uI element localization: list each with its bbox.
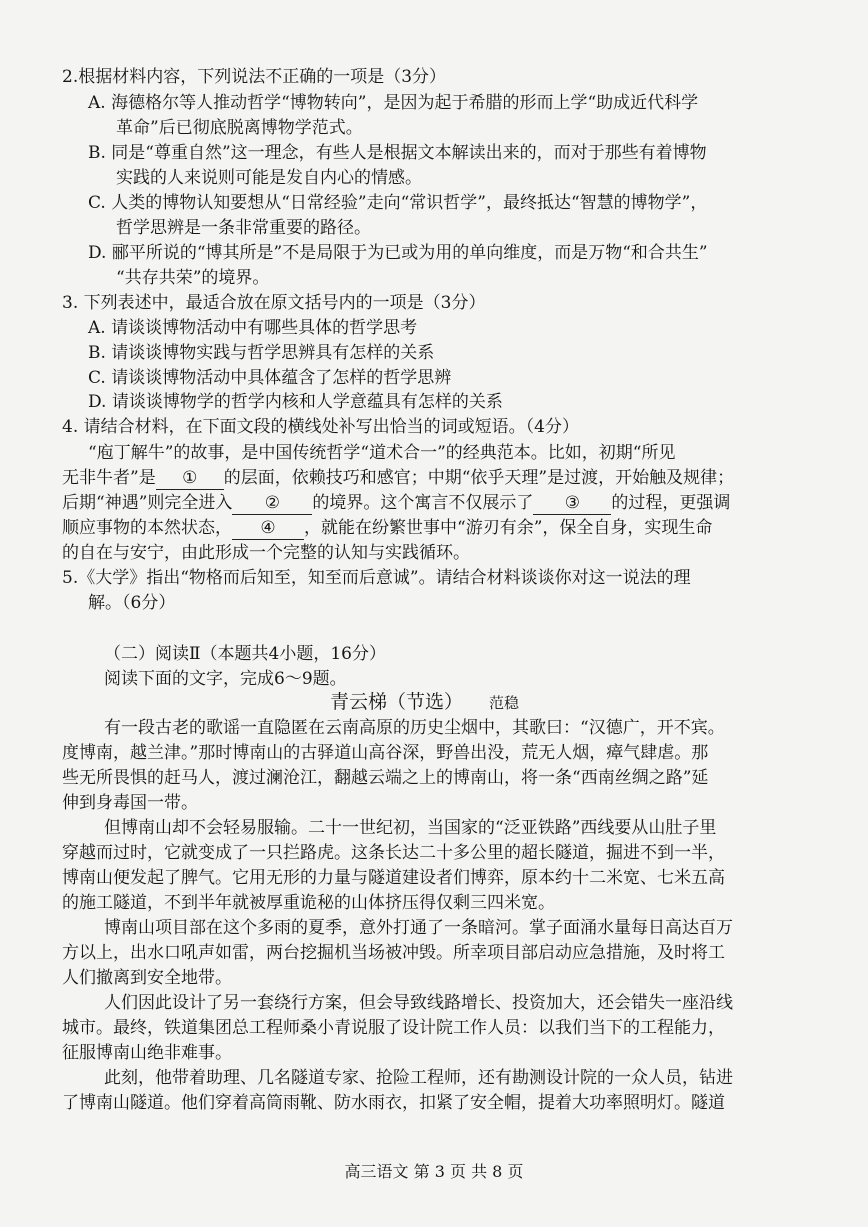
q4-stem: 4. 请结合材料，在下面文段的横线处补写出恰当的词或短语。（4分）	[62, 417, 579, 437]
q3-option-a: A. 请谈谈博物活动中有哪些具体的哲学思考	[88, 318, 418, 338]
article-line: 人们撤离到安全地带。	[62, 968, 232, 988]
article-line: 但博南山却不会轻易服输。二十一世纪初，当国家的“泛亚铁路”西线要从山肚子里	[104, 818, 717, 838]
fill-blank-1[interactable]: ①	[156, 467, 224, 490]
section-instruction: 阅读下面的文字，完成6～9题。	[104, 669, 347, 689]
q2-option-c-cont: 哲学思辨是一条非常重要的路径。	[116, 218, 371, 238]
article-line: 穿越而过时，它就变成了一只拦路虎。这条长达二十多公里的超长隧道，掘进不到一半，	[62, 843, 725, 863]
article-line: 此刻，他带着助理、几名隧道专家、抢险工程师，还有勘测设计院的一众人员，钻进	[104, 1068, 733, 1088]
q2-option-d: D. 郦平所说的“博其所是”不是局限于为已或为用的单向维度，而是万物“和合共生”	[88, 243, 708, 263]
q4-passage-line	[62, 517, 712, 540]
q3-stem: 3. 下列表述中，最适合放在原文括号内的一项是（3分）	[62, 293, 486, 313]
article-line: 博南山项目部在这个多雨的夏季，意外打通了一条暗河。掌子面涌水量每日高达百万	[104, 918, 733, 938]
section-heading: （二）阅读Ⅱ（本题共4小题，16分）	[104, 644, 387, 664]
q4-passage-line: “庖丁解牛”的故事，是中国传统哲学“道术合一”的经典范本。比如，初期“所见	[88, 443, 676, 463]
fill-blank-2[interactable]: ②	[232, 492, 312, 515]
article-line: 了博南山隧道。他们穿着高筒雨靴、防水雨衣，扣紧了安全帽，提着大功率照明灯。隧道	[62, 1093, 725, 1113]
page-footer: 高三语文 第 3 页 共 8 页	[344, 1162, 524, 1181]
article-line: 征服博南山绝非难事。	[62, 1043, 232, 1063]
q2-option-c: C. 人类的博物认知要想从“日常经验”走向“常识哲学”，最终抵达“智慧的博物学”，	[88, 193, 708, 213]
q2-stem: 2.根据材料内容，下列说法不正确的一项是（3分）	[62, 67, 447, 87]
fill-blank-3[interactable]: ③	[533, 492, 611, 515]
q4-passage-line: 的自在与安宁，由此形成一个完整的认知与实践循环。	[62, 543, 470, 563]
q4-text: 的层面，依赖技巧和感官；中期“依乎天理”是过渡，开始触及规律；	[223, 468, 735, 488]
q3-option-d: D. 请谈谈博物学的哲学内核和人学意蕴具有怎样的关系	[88, 392, 503, 412]
article-line: 城市。最终，铁道集团总工程师桑小青说服了设计院工作人员：以我们当下的工程能力，	[62, 1018, 725, 1038]
article-line: 有一段古老的歌谣一直隐匿在云南高原的历史尘烟中，其歌曰：“汉德广，开不宾。	[104, 718, 725, 738]
q3-option-b: B. 请谈谈博物实践与哲学思辨具有怎样的关系	[88, 343, 435, 363]
article-line: 伸到身毒国一带。	[62, 793, 198, 813]
article-line: 博南山便发起了脾气。它用无形的力量与隧道建设者们博弈，原本约十二米宽、七米五高	[62, 868, 725, 888]
q4-text: 的境界。这个寓言不仅展示了	[312, 493, 534, 513]
q4-text: 后期“神遇”则完全进入	[62, 493, 233, 513]
q2-option-a: A. 海德格尔等人推动哲学“博物转向”，是因为起于希腊的形而上学“助成近代科学	[88, 93, 699, 113]
article-line: 的施工隧道，不到半年就被厚重诡秘的山体挤压得仅剩三四米宽。	[62, 893, 555, 913]
q4-text: 无非牛者”是	[62, 468, 156, 488]
q4-passage-line	[62, 492, 730, 515]
q5-stem-cont: 解。（6分）	[88, 593, 176, 613]
article-title: 青云梯（节选）	[330, 691, 464, 713]
q2-option-b: B. 同是“尊重自然”这一理念，有些人是根据文本解读出来的，而对于那些有着博物	[88, 143, 707, 163]
article-author: 范稳	[489, 694, 520, 712]
article-line: 方以上，出水口吼声如雷，两台挖掘机当场被冲毁。所幸项目部启动应急措施，及时将工	[62, 943, 725, 963]
q4-text: ，就能在纷繁世事中“游刃有余”，保全自身，实现生命	[304, 518, 713, 538]
q5-stem: 5.《大学》指出“物格而后知至，知至而后意诚”。请结合材料谈谈你对这一说法的理	[62, 568, 691, 588]
article-line: 些无所畏惧的赶马人，渡过澜沧江，翻越云端之上的博南山，将一条“西南丝绸之路”延	[62, 768, 709, 788]
article-title-line	[330, 691, 519, 714]
article-line: 度博南，越兰津。”那时博南山的古驿道山高谷深，野兽出没，荒无人烟，瘴气肆虐。那	[62, 743, 709, 763]
q3-option-c: C. 请谈谈博物活动中具体蕴含了怎样的哲学思辨	[88, 368, 452, 388]
q4-text: 的过程，更强调	[611, 493, 731, 513]
q2-option-d-cont: “共存共荣”的境界。	[116, 268, 270, 288]
article-line: 人们因此设计了另一套绕行方案，但会导致线路增长、投资加大，还会错失一座沿线	[104, 993, 733, 1013]
q4-passage-line	[62, 467, 734, 490]
q2-option-b-cont: 实践的人来说则可能是发自内心的情感。	[116, 168, 422, 188]
q4-text: 顺应事物的本然状态，	[62, 518, 232, 538]
fill-blank-4[interactable]: ④	[232, 517, 304, 540]
q2-option-a-cont: 革命”后已彻底脱离博物学范式。	[116, 118, 363, 138]
